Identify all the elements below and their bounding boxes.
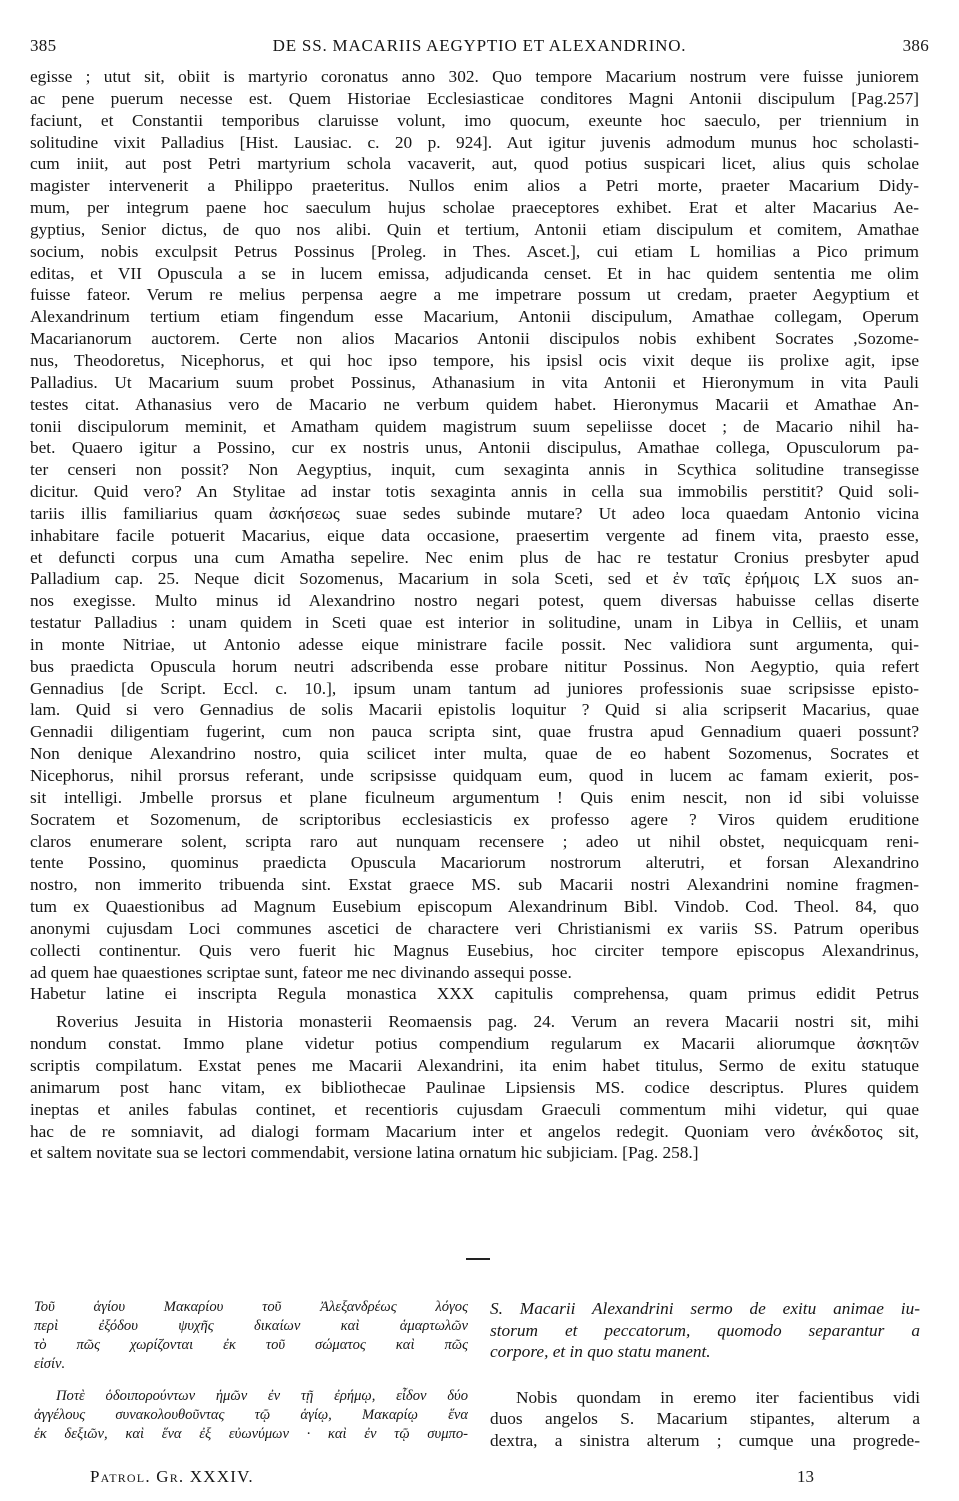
text-line: in monte Nitriae, ut Antonio adesse eique ministrare facile possit. Nec validiora sunt argumenta, qui-: [30, 634, 919, 654]
text-line: egisse ; utut sit, obiit is martyrio coronatus anno 302. Quo tempore Macarium nostrum vere fuisse juniorem: [30, 67, 919, 86]
text-line: ac pene puerum necesse est. Quem Historiae Ecclesiasticae conditores Magni Antonii discipulum [Pag.257]: [30, 88, 919, 108]
text-line: claros enumerare solent, scripta raro aut nunquam recensere ; adeo ut nihil obstet, nequicquam reni-: [30, 831, 919, 851]
text-line: editas, et VII Opuscula a se in lucem emissa, adjudicanda censet. Et in hac quidem sententia me olim: [30, 263, 919, 283]
text-line: testes citat. Athanasius vero de Macario ne verbum quidem habet. Hieronymus Macarii et Amathae An-: [30, 394, 919, 414]
text-line: nostro, non immerito tribuenda sint. Exstat graece MS. sub Macarii nostri Alexandrini nomine fragmen-: [30, 875, 919, 895]
latin-text-line: Nobis quondam in eremo iter facientibus vidi: [516, 1387, 920, 1407]
text-line: ter censeri non possit? Non Aegyptius, inquit, cum sexaginta annis in Scythica solitudine transegisse: [30, 460, 919, 480]
text-line: tariis illis familiarius quam ἀσκήσεως suae sedes subinde mutare? Ut adeo loca quaedam Antonio vicina: [30, 503, 919, 523]
text-line: fuisse fateor. Verum re melius perpensa aegre a me impetrare possum ut credam, praeter Aegyptium et: [30, 285, 919, 305]
latin-title-line: S. Macarii Alexandrini sermo de exitu animae iu-: [490, 1299, 920, 1318]
text-line: tente Possino, quominus praedicta Opuscula Macariorum nostrorum alterutri, et forsan Alexandrino: [30, 853, 919, 873]
text-line: dicitur. Quid vero? An Stylitae ad instar totis sexaginta annis in cella sua immobilis perstitit? Quid soli-: [30, 482, 919, 502]
text-line: ineptas et aniles fabulas continet, et recentioris cujusdam Graeculi commentum mihi videtur, qui quae: [30, 1099, 919, 1119]
text-line: nus, Theodoretus, Nicephorus, et qui hoc ipso tempore, his ipsisl ocis vixit deque iis prolixe agit, ipse: [30, 350, 919, 370]
greek-title-line: περὶ ἐξόδου ψυχῆς δικαίων καὶ ἁμαρτωλῶν: [34, 1318, 468, 1334]
text-line: sit intelligi. Jmbelle prorsus et plane ficulneum argumentum ! Quis enim nescit, non id sibi voluisse: [30, 787, 919, 807]
running-title: DE SS. MACARIIS AEGYPTIO ET ALEXANDRINO.: [272, 36, 687, 55]
text-line: bus praedicta Opuscula horum neutri adscribenda esse probare nititur Possinus. Non Aegyptio, quia refert: [30, 656, 919, 676]
page-number-left: 385: [30, 36, 57, 55]
text-line: tum ex Quaestionibus ad Magnum Eusebium episcopum Alexandrinum Bibl. Vindob. Cod. Theol. 84, quo: [30, 897, 919, 917]
greek-title-line: Τοῦ ἁγίου Μακαρίου τοῦ Ἀλεξανδρέως λόγος: [34, 1299, 468, 1315]
text-line: Palladius. Ut Macarium suum probet Possinus, Athanasium in vita Antonii et Hieronymum in vita Pauli: [30, 372, 919, 392]
text-line: mum, per integrum paene hoc saeculum hujus scholae praeceptores exhibet. Erat et alter Macarius Ae-: [30, 198, 919, 218]
latin-title-line: corpore, et in quo statu manent.: [490, 1342, 711, 1361]
latin-title-line: storum et peccatorum, quomodo separantur a: [490, 1320, 920, 1340]
text-line: Nicephorus, nihil prorsus referant, unde scripsisse quidquam eum, quod in lucem ac famam exierit, pos-: [30, 766, 919, 785]
text-line: bet. Quaero igitur a Possino, cur ex nostris unus, Antonii discipulus, Amathae collega, Opusculorum pa-: [30, 438, 919, 458]
section-divider: [466, 1258, 490, 1260]
text-line: faciunt, et Constantii temporibus claruisse volunt, imo quocum, exeunte hoc saeculo, per triennium in: [30, 110, 919, 130]
text-line: nos exegisse. Multo minus id Alexandrino nostro negari potest, quem diversas habuisse cellas diserte: [30, 591, 919, 611]
greek-title-line: τὸ πῶς χωρίζονται ἐκ τοῦ σώματος καὶ πῶς: [34, 1337, 468, 1353]
text-line: Palladium cap. 25. Neque dicit Sozomenus, Macarium in sola Sceti, sed et ἐν ταῖς ἐρήμοις LX suos an-: [30, 569, 919, 589]
text-line: Macarianorum auctorem. Certe non alios Macarios Antonii discipulos nobis exhibent Socrates ,Sozome-: [30, 329, 919, 349]
text-line: solitudine vixit Palladius [Hist. Lausiac. c. 20 p. 924]. Aut igitur juvenis admodum munus hoc scholasti-: [30, 132, 919, 152]
text-line: lam. Quid si vero Gennadius de solis Macarii epistolis loquitur ? Quid si alia scripserit Macarius, quae: [30, 700, 919, 720]
greek-title-line: εἰσίν.: [34, 1356, 66, 1372]
greek-text-line: ἐκ δεξιῶν, καὶ ἕνα ἐξ εὐωνύμων · καὶ ἐν τῷ συμπο-: [34, 1426, 468, 1442]
latin-column: [490, 1298, 920, 1451]
text-line: socium, nobis exculpsit Petrus Possinus [Proleg. in Thes. Ascet.], cui etiam L homilias a Pico primum: [30, 241, 919, 261]
text-line: cum iniit, aut post Petri martyrium schola vacaverit, aut, quod potius suspicari licet, alius quis scholae: [30, 154, 919, 174]
text-line: et defuncti corpus una cum Amatha sepelire. Nec enim plus de hac re testatur Cronius presbyter apud: [30, 547, 919, 567]
footer-signature: Patrol. Gr. XXXIV.: [90, 1467, 254, 1486]
text-line: nondum constat. Immo plane videtur potius compendium regularum ex Macarii aliorumque ἀσκητῶν: [30, 1034, 919, 1054]
footer-sheet-number: 13: [797, 1467, 814, 1486]
text-line: tonii discipulorum meminit, et Amatham quidem magistrum suum sepeliisse docet ; de Macario nihil ha-: [30, 416, 919, 436]
text-line: scriptis compilatum. Exstat penes me Macarii Alexandrini, ita enim habet titulus, Sermo de exitu statuque: [30, 1055, 919, 1075]
main-text: [30, 66, 919, 1164]
text-line: collecti continentur. Quis vero fuerit hic Magnus Eusebius, hoc circiter tempore episcopus Alexandrinus,: [30, 940, 919, 960]
latin-text-line: duos angelos S. Macarium stipantes, alterum a: [490, 1409, 920, 1428]
text-line: hac de re somniavit, ad dialogi formam Macarium inter et angelos redegit. Quoniam vero ἀνέκδοτος sit,: [30, 1121, 919, 1141]
greek-text-line: Ποτὲ ὁδοιπορούντων ἡμῶν ἐν τῇ ἐρήμῳ, εἶδον δύο: [56, 1388, 468, 1404]
text-line: testatur Palladius : unam quidem in Sceti quae est interior in solitudine, unam in Libya in Celliis, et unam: [30, 613, 919, 633]
page-number-right: 386: [902, 36, 929, 55]
text-line: et saltem novitate sua se lectori commendabit, versione latina ornatum hic subjiciam. [Pag. 258.]: [30, 1143, 699, 1163]
text-line: Socratem et Sozomenum, de scriptoribus ecclesiasticis ex professo agere ? Viros quidem eruditione: [30, 809, 919, 829]
text-line: Gennadii diligentiam fugerint, cum non pauca scripta sint, quae frustra apud Gennadium quaeri possunt?: [30, 722, 919, 742]
text-line: Gennadius [de Script. Eccl. c. 10.], ipsum unam tantum ad juniores professionis suae scripsisse episto-: [30, 678, 919, 698]
text-line: gyptius, Senior dictus, de quo nos alibi. Quin et tertium, Antonii etiam discipulum et comitem, Amathae: [30, 219, 919, 239]
greek-column: [34, 1298, 468, 1444]
text-line: Habetur latine ei inscripta Regula monastica XXX capitulis comprehensa, quam primus edidit Petrus: [30, 984, 919, 1004]
running-header: [30, 36, 929, 58]
latin-text-line: dextra, a sinistra alterum ; cumque una progrede-: [490, 1430, 920, 1450]
text-line: inhabitare facile potuerit Macarius, eique data occasione, praesertim vergente ad finem vita, praesto esse,: [30, 525, 919, 545]
text-line: anonymi cujusdam Loci communes ascetici de charactere veri Christianismi ex variis SS. Patrum operibus: [30, 918, 919, 938]
text-line: ad quem hae quaestiones scriptae sunt, fateor me nec divinando assequi posse.: [30, 962, 572, 982]
text-line: Non denique Alexandrino nostro, quia scilicet inter multa, quae de eo habent Sozomenus, Socrates et: [30, 744, 919, 764]
text-line: animarum post hanc vitam, ex bibliothecae Paulinae Lipsiensis MS. codice descriptus. Plures quidem: [30, 1077, 919, 1097]
text-line: Roverius Jesuita in Historia monasterii Reomaensis pag. 24. Verum an revera Macarii nostri sit, mihi: [56, 1012, 919, 1032]
greek-text-line: ἀγγέλους συνακολουθοῦντας τῷ ἁγίῳ, Μακαρίῳ ἕνα: [34, 1407, 468, 1423]
text-line: magister intervenerit a Philippo praeteritus. Nullos enim alios a Petri morte, praeter Macarium Didy-: [30, 176, 919, 196]
text-line: Alexandrinum tertium etiam fingendum esse Macarium, Antonii discipulum, Amathae collegam, Operum: [30, 307, 919, 327]
